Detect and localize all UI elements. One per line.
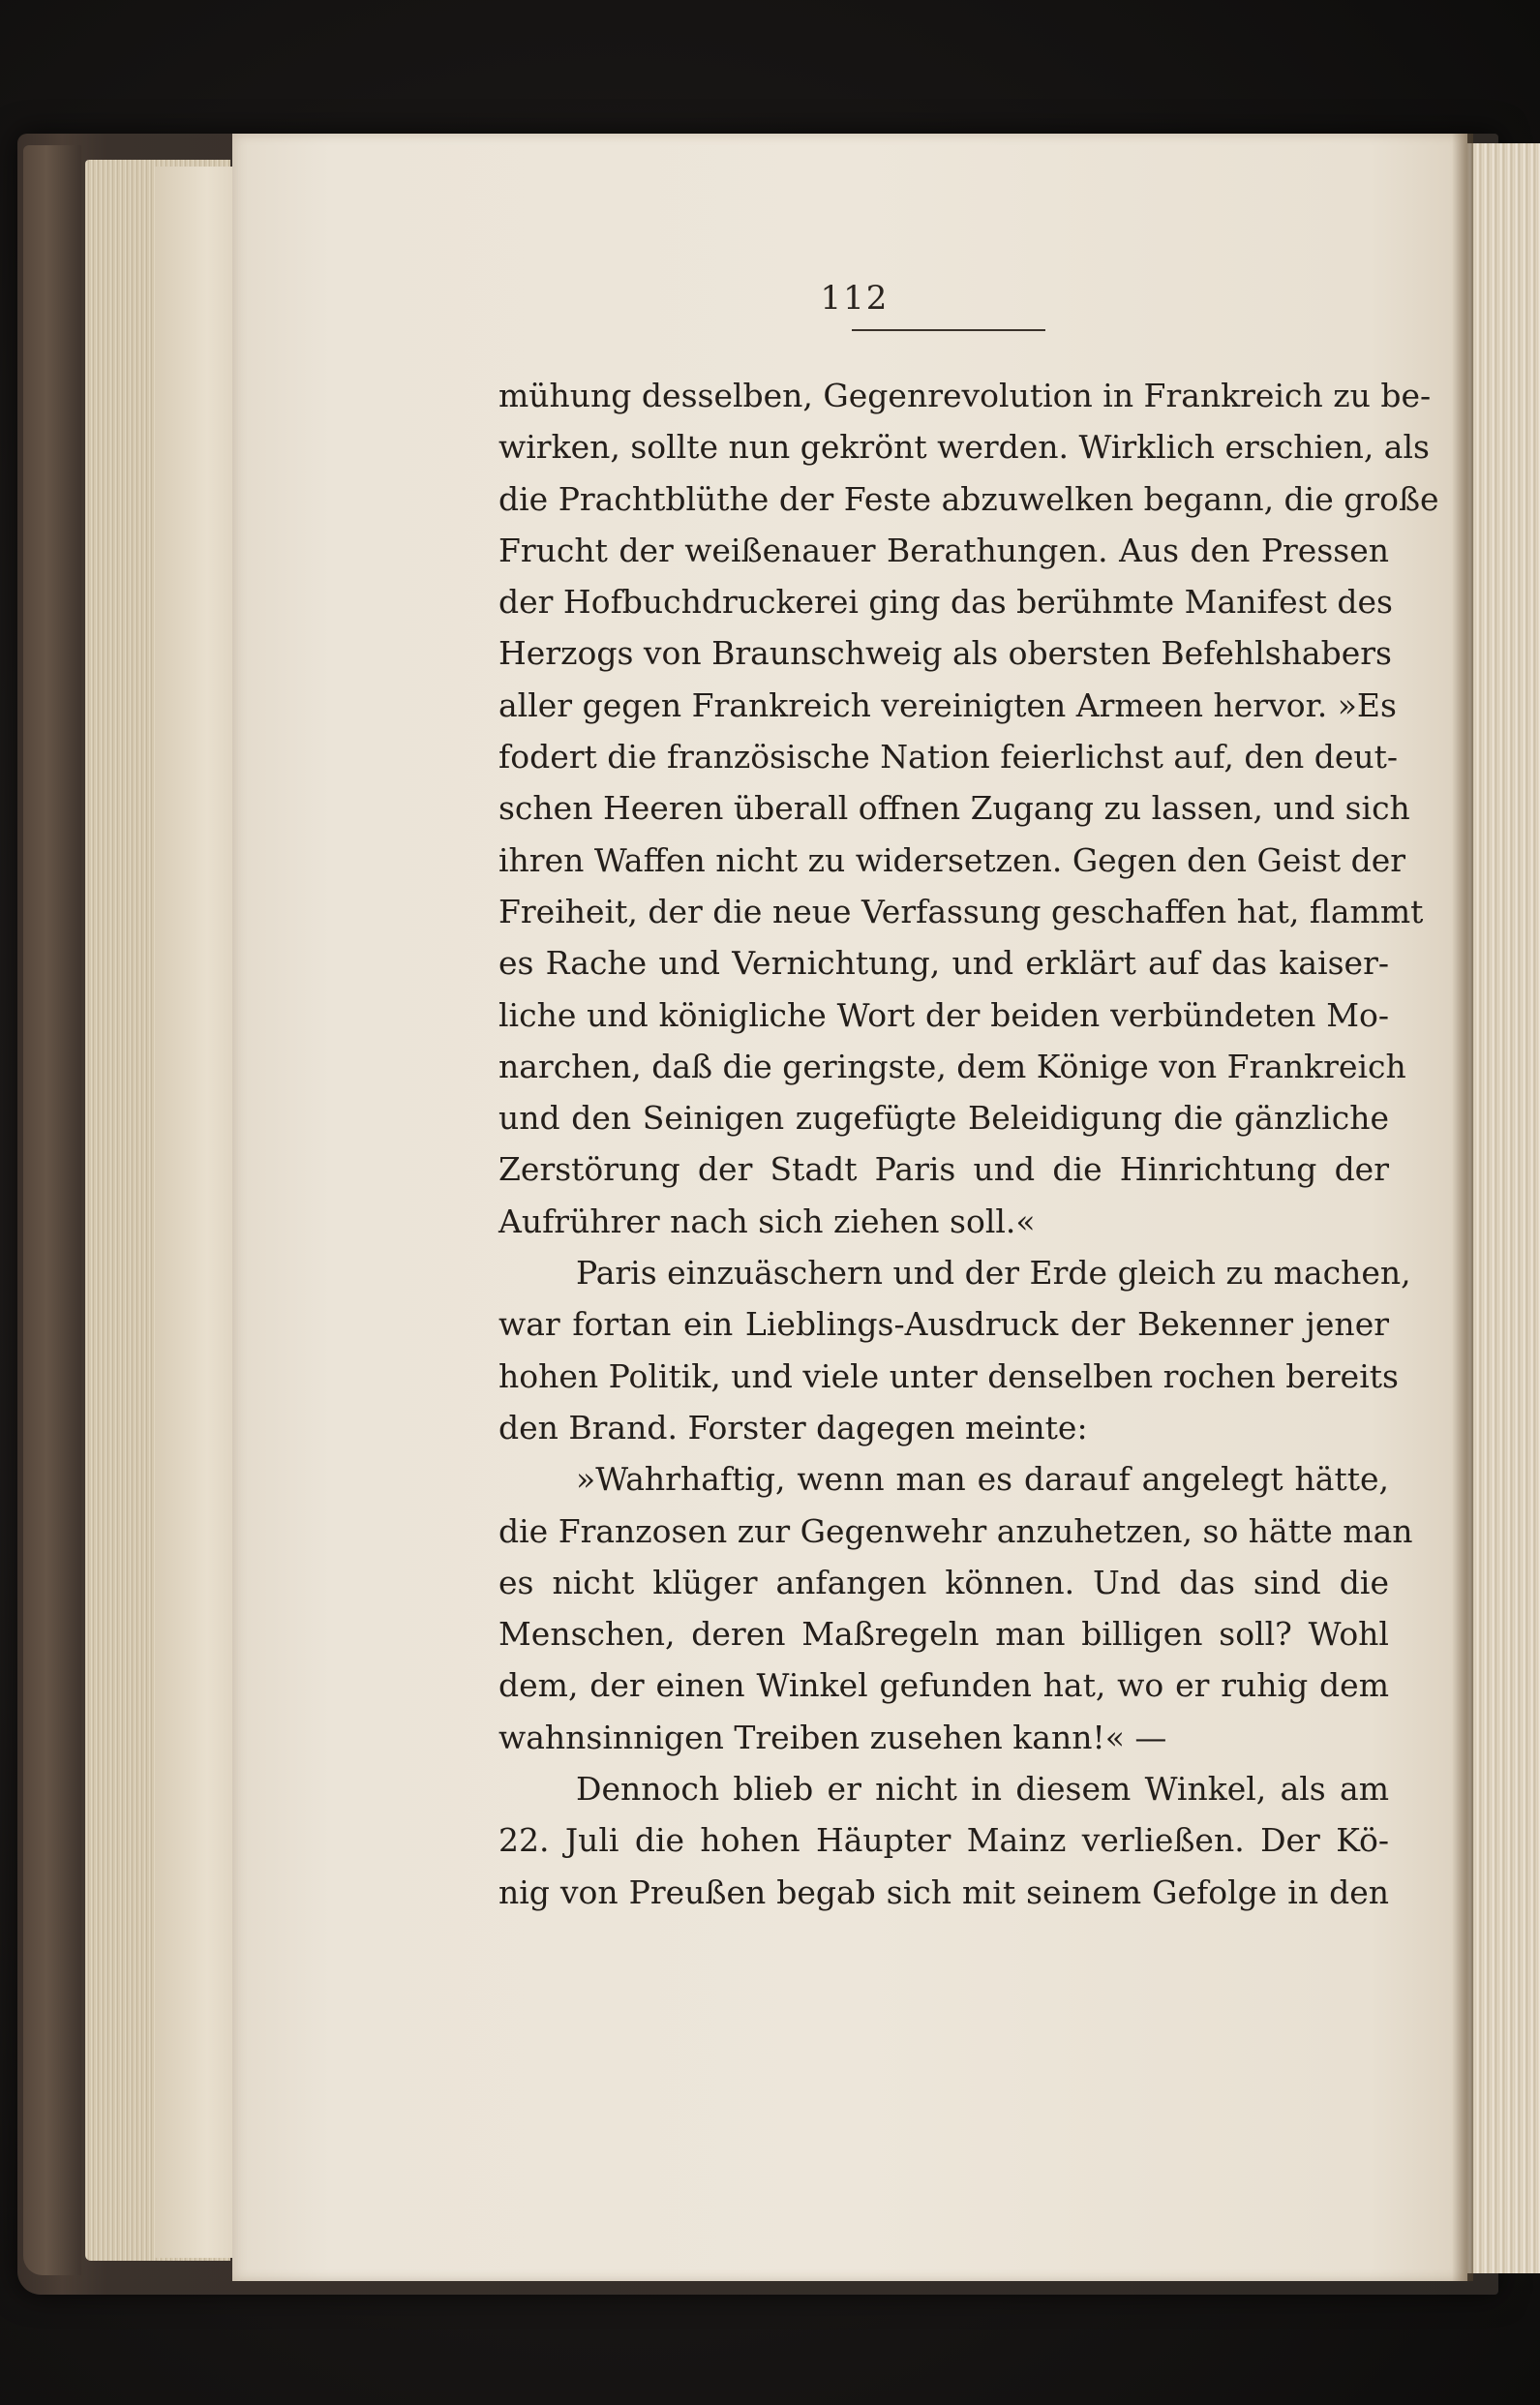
- page-stack-inner: [155, 167, 242, 2258]
- text-line: es Rache und Vernichtung, und erklärt auf das kaiser-: [498, 944, 1389, 983]
- text-line: liche und königliche Wort der beiden verbündeten Mo-: [498, 995, 1389, 1034]
- text-line: nig von Preußen begab sich mit seinem Gefolge in den: [498, 1872, 1389, 1911]
- text-line: den Brand. Forster dagegen meinte:: [498, 1408, 1088, 1446]
- text-line: ihren Waffen nicht zu widersetzen. Gegen den Geist der: [498, 840, 1406, 879]
- text-line: hohen Politik, und viele unter denselben rochen bereits: [498, 1356, 1399, 1395]
- text-line: die Prachtblüthe der Feste abzuwelken begann, die große: [498, 479, 1439, 518]
- text-line: narchen, daß die geringste, dem Könige von Frankreich: [498, 1047, 1406, 1085]
- page-number: 112: [820, 279, 890, 318]
- text-line: es nicht klüger anfangen können. Und das sind die: [498, 1563, 1389, 1601]
- text-line: war fortan ein Lieblings-Ausdruck der Bekenner jener: [498, 1305, 1389, 1344]
- text-line: Dennoch blieb er nicht in diesem Winkel, als am: [576, 1770, 1389, 1809]
- text-line: Paris einzuäschern und der Erde gleich zu machen,: [576, 1254, 1411, 1293]
- text-line: »Wahrhaftig, wenn man es darauf angelegt hätte,: [576, 1460, 1389, 1499]
- text-line: 22. Juli die hohen Häupter Mainz verließen. Der Kö-: [498, 1821, 1389, 1860]
- page-gutter: [1452, 134, 1473, 2281]
- text-line: wahnsinnigen Treiben zusehen kann!« —: [498, 1718, 1167, 1756]
- text-line: Freiheit, der die neue Verfassung geschaffen hat, flammt: [498, 892, 1424, 930]
- text-line: und den Seinigen zugefügte Beleidigung die gänzliche: [498, 1099, 1389, 1138]
- text-line: Frucht der weißenauer Berathungen. Aus den Pressen: [498, 531, 1389, 569]
- body-text: [498, 370, 1439, 1918]
- text-line: aller gegen Frankreich vereinigten Armeen hervor. »Es: [498, 685, 1397, 724]
- text-line: mühung desselben, Gegenrevolution in Frankreich zu be-: [498, 377, 1432, 414]
- cover-edge: [23, 145, 81, 2275]
- text-line: die Franzosen zur Gegenwehr anzuhetzen, so hätte man: [498, 1511, 1413, 1550]
- text-line: Zerstörung der Stadt Paris und die Hinrichtung der: [498, 1150, 1389, 1189]
- facing-page-edge: [1467, 143, 1540, 2273]
- text-line: dem, der einen Winkel gefunden hat, wo er ruhig dem: [498, 1666, 1389, 1705]
- text-line: Herzogs von Braunschweig als obersten Befehlshabers: [498, 634, 1392, 673]
- text-line: Aufrührer nach sich ziehen soll.«: [498, 1202, 1036, 1240]
- text-line: Menschen, deren Maßregeln man billigen soll? Wohl: [498, 1615, 1389, 1654]
- text-line: wirken, sollte nun gekrönt werden. Wirklich erschien, als: [498, 428, 1430, 467]
- text-line: der Hofbuchdruckerei ging das berühmte Manifest des: [498, 583, 1393, 622]
- text-line: fodert die französische Nation feierlichst auf, den deut-: [498, 738, 1399, 776]
- text-line: schen Heeren überall offnen Zugang zu lassen, und sich: [498, 789, 1410, 828]
- header-rule: [852, 329, 1045, 331]
